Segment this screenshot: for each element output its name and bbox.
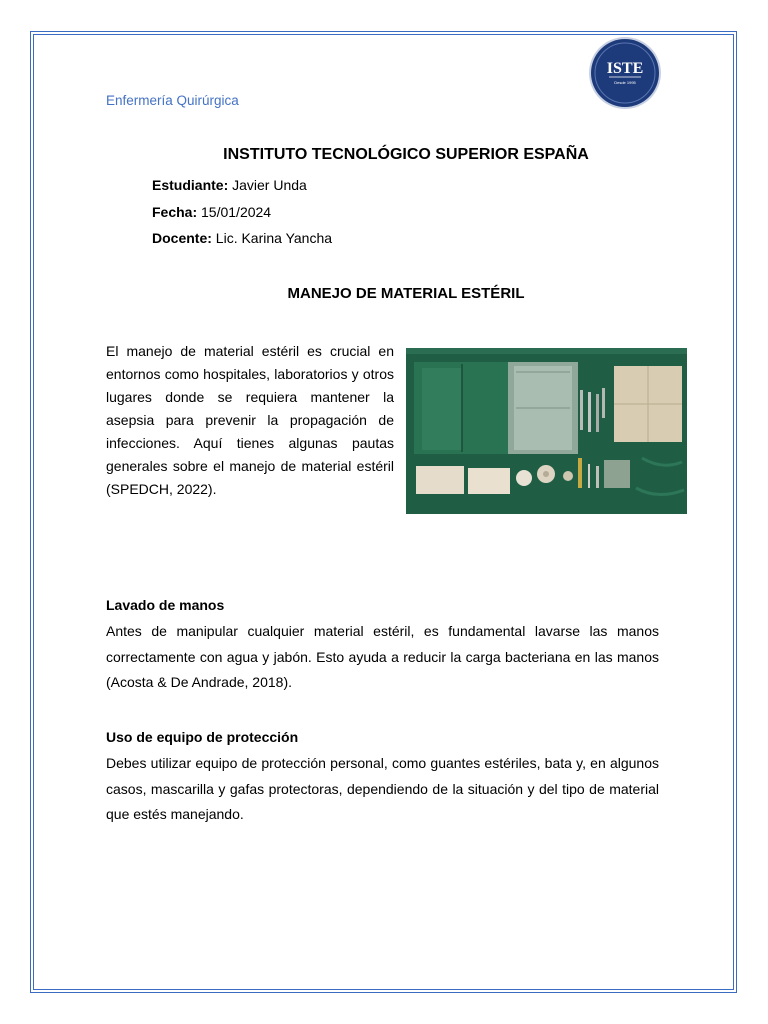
logo-subtext: Desde 1995 [614,80,636,85]
teacher-value: Lic. Karina Yancha [211,230,333,246]
institution-title: INSTITUTO TECNOLÓGICO SUPERIOR ESPAÑA [223,146,589,163]
section-body-protective-equipment: Debes utilizar equipo de protección personal, como guantes estériles, bata y, en algunos casos, mascarilla y gafas protectoras, dependiendo de la situación y del tipo de material que estés manejando. [106,755,659,822]
document-title: MANEJO DE MATERIAL ESTÉRIL [287,285,525,302]
logo-text: ISTE [606,60,644,77]
iste-logo [588,36,662,110]
section-body-hand-washing: Antes de manipular cualquier material estéril, es fundamental lavarse las manos correctamente con agua y jabón. Esto ayuda a reducir la carga bacteriana en las manos (Acosta & De Andrade, 2018). [106,623,659,690]
teacher-label: Docente: [152,230,212,246]
meta-teacher [152,230,332,246]
student-value: Javier Unda [228,177,307,193]
section-heading-protective-equipment: Uso de equipo de protección [106,729,299,745]
sterile-material-photo [406,348,687,514]
student-label: Estudiante: [152,177,229,193]
header-subtitle: Enfermería Quirúrgica [106,93,239,108]
meta-student [152,177,307,193]
date-value: 15/01/2024 [197,204,272,220]
meta-date [152,204,271,220]
section-heading-hand-washing: Lavado de manos [106,597,225,613]
intro-paragraph: El manejo de material estéril es crucial en entornos como hospitales, laboratorios y otros lugares donde se requiera mantener la asepsia para prevenir la propagación de infecciones. Aquí tienes algunas pautas generales sobre el manejo de material estéril (SPEDCH, 2022). [106,343,394,497]
date-label: Fecha: [152,204,198,220]
